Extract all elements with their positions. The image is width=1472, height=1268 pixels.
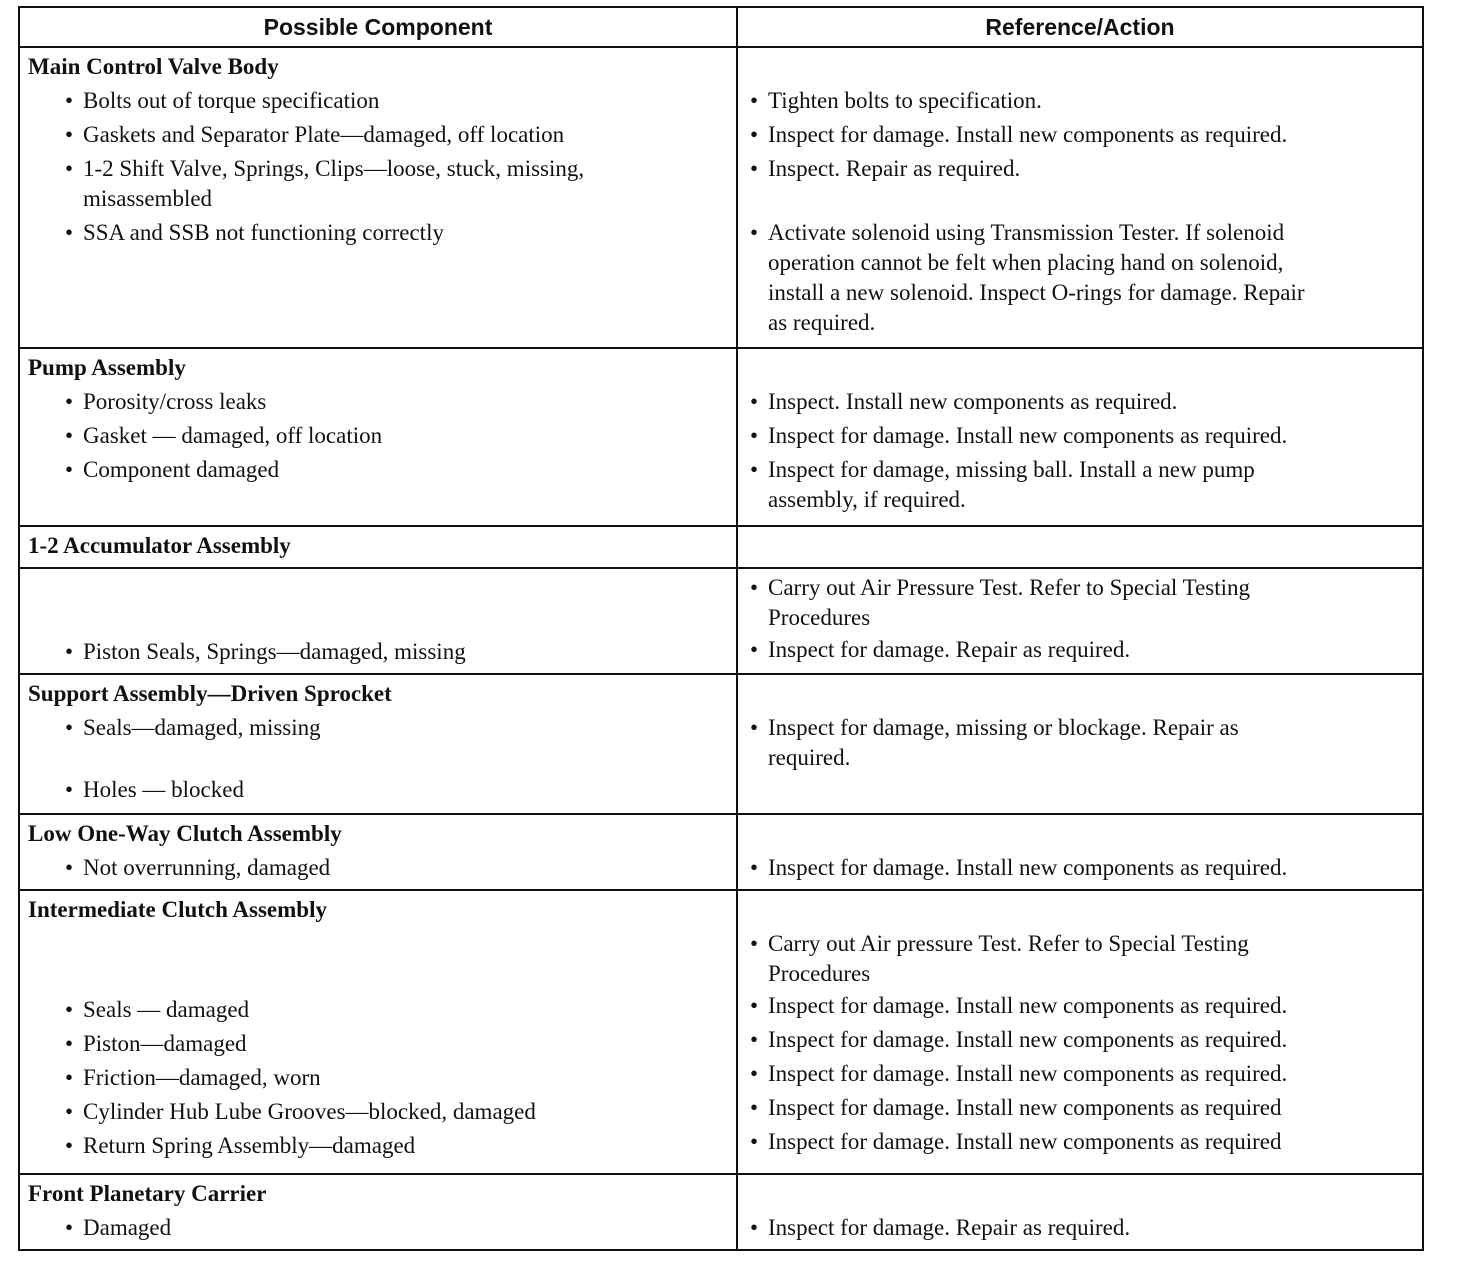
component-item: • Bolts out of torque specification: [65, 88, 380, 113]
section-title: Main Control Valve Body: [28, 54, 279, 79]
component-item: • SSA and SSB not functioning correctly: [65, 220, 444, 245]
component-cell: [19, 47, 737, 348]
spacer: [738, 351, 1422, 385]
component-cell: [19, 1174, 737, 1250]
action-item: • Carry out Air pressure Test. Refer to Special Testing: [750, 931, 1249, 956]
spacer: [20, 745, 736, 773]
component-cell: [19, 814, 737, 890]
action-cell: [737, 47, 1423, 348]
action-cell: [737, 1174, 1423, 1250]
section-title: Low One-Way Clutch Assembly: [28, 821, 342, 846]
section-intermediate-clutch: [19, 890, 1423, 1174]
action-item: • Inspect. Install new components as required.: [750, 389, 1178, 414]
action-item: • Carry out Air Pressure Test. Refer to Special Testing: [750, 575, 1251, 600]
component-item: • Seals—damaged, missing: [65, 715, 321, 740]
action-cell: [737, 674, 1423, 814]
action-item-continued: install a new solenoid. Inspect O-rings for damage. Repair: [768, 280, 1305, 305]
action-item: • Inspect for damage. Install new components as required: [750, 1095, 1282, 1120]
spacer: [738, 893, 1422, 927]
component-item: • Seals — damaged: [65, 997, 250, 1022]
action-item-continued: as required.: [768, 310, 876, 335]
action-item-continued: required.: [768, 745, 851, 770]
action-item: • Inspect for damage, missing or blockage. Repair as: [750, 715, 1239, 740]
troubleshooting-table: [18, 6, 1422, 1251]
component-cell: [19, 526, 737, 568]
action-item: • Inspect for damage. Install new components as required.: [750, 993, 1288, 1018]
section-low-one-way-clutch: [19, 814, 1423, 890]
action-cell: [737, 568, 1423, 674]
action-item-continued: Procedures: [768, 605, 871, 630]
action-item: • Tighten bolts to specification.: [750, 88, 1042, 113]
action-cell: [737, 890, 1423, 1174]
action-item: • Inspect for damage. Install new components as required.: [750, 122, 1288, 147]
section-1-2-accumulator-body: [19, 568, 1423, 674]
section-title: Front Planetary Carrier: [28, 1181, 267, 1206]
component-cell: [19, 348, 737, 526]
spacer: [738, 1177, 1422, 1211]
component-item: • Friction—damaged, worn: [65, 1065, 321, 1090]
section-title: Support Assembly—Driven Sprocket: [28, 681, 392, 706]
section-1-2-accumulator-title-row: [19, 526, 1423, 568]
component-action-table: [18, 6, 1424, 1251]
component-cell: [19, 674, 737, 814]
component-item: • Damaged: [65, 1215, 172, 1240]
component-item: • Return Spring Assembly—damaged: [65, 1133, 416, 1158]
action-cell: [737, 814, 1423, 890]
section-title: Intermediate Clutch Assembly: [28, 897, 327, 922]
component-item: • Piston Seals, Springs—damaged, missing: [65, 639, 466, 664]
component-item: • Gasket — damaged, off location: [65, 423, 383, 448]
action-item-continued: operation cannot be felt when placing hand on solenoid,: [768, 250, 1284, 275]
action-item: • Inspect for damage. Install new components as required: [750, 1129, 1282, 1154]
section-front-planetary-carrier: [19, 1174, 1423, 1250]
component-item: • 1-2 Shift Valve, Springs, Clips—loose, stuck, missing,: [65, 156, 585, 181]
action-item-continued: assembly, if required.: [768, 487, 966, 512]
action-item-continued: Procedures: [768, 961, 871, 986]
header-row: [19, 7, 1423, 47]
action-cell-empty: [737, 526, 1423, 568]
spacer: [738, 186, 1422, 216]
action-cell: [737, 348, 1423, 526]
component-item: • Piston—damaged: [65, 1031, 247, 1056]
spacer: [20, 927, 736, 993]
action-item: • Inspect for damage. Install new components as required.: [750, 1061, 1288, 1086]
action-item: • Activate solenoid using Transmission Tester. If solenoid: [750, 220, 1285, 245]
action-item: • Inspect for damage. Repair as required.: [750, 637, 1131, 662]
header-possible-component: Possible Component: [19, 7, 737, 47]
section-title: 1-2 Accumulator Assembly: [28, 533, 291, 558]
spacer: [738, 50, 1422, 84]
spacer: [738, 677, 1422, 711]
action-item: • Inspect for damage. Install new components as required.: [750, 1027, 1288, 1052]
section-title: Pump Assembly: [28, 355, 186, 380]
action-item: • Inspect for damage, missing ball. Install a new pump: [750, 457, 1255, 482]
action-item: • Inspect for damage. Install new components as required.: [750, 423, 1288, 448]
header-reference-action: Reference/Action: [737, 7, 1423, 47]
action-item: • Inspect for damage. Repair as required.: [750, 1215, 1131, 1240]
component-cell: [19, 890, 737, 1174]
section-pump-assembly: [19, 348, 1423, 526]
component-item: • Not overrunning, damaged: [65, 855, 331, 880]
section-support-assembly: [19, 674, 1423, 814]
component-item: • Porosity/cross leaks: [65, 389, 267, 414]
component-item: • Component damaged: [65, 457, 280, 482]
component-cell: [19, 568, 737, 674]
component-item: • Holes — blocked: [65, 777, 244, 802]
component-item-continued: misassembled: [83, 186, 213, 211]
component-item: • Gaskets and Separator Plate—damaged, off location: [65, 122, 565, 147]
section-main-control-valve-body: [19, 47, 1423, 348]
spacer: [738, 817, 1422, 851]
action-item: • Inspect. Repair as required.: [750, 156, 1021, 181]
component-item: • Cylinder Hub Lube Grooves—blocked, damaged: [65, 1099, 536, 1124]
action-item: • Inspect for damage. Install new components as required.: [750, 855, 1288, 880]
